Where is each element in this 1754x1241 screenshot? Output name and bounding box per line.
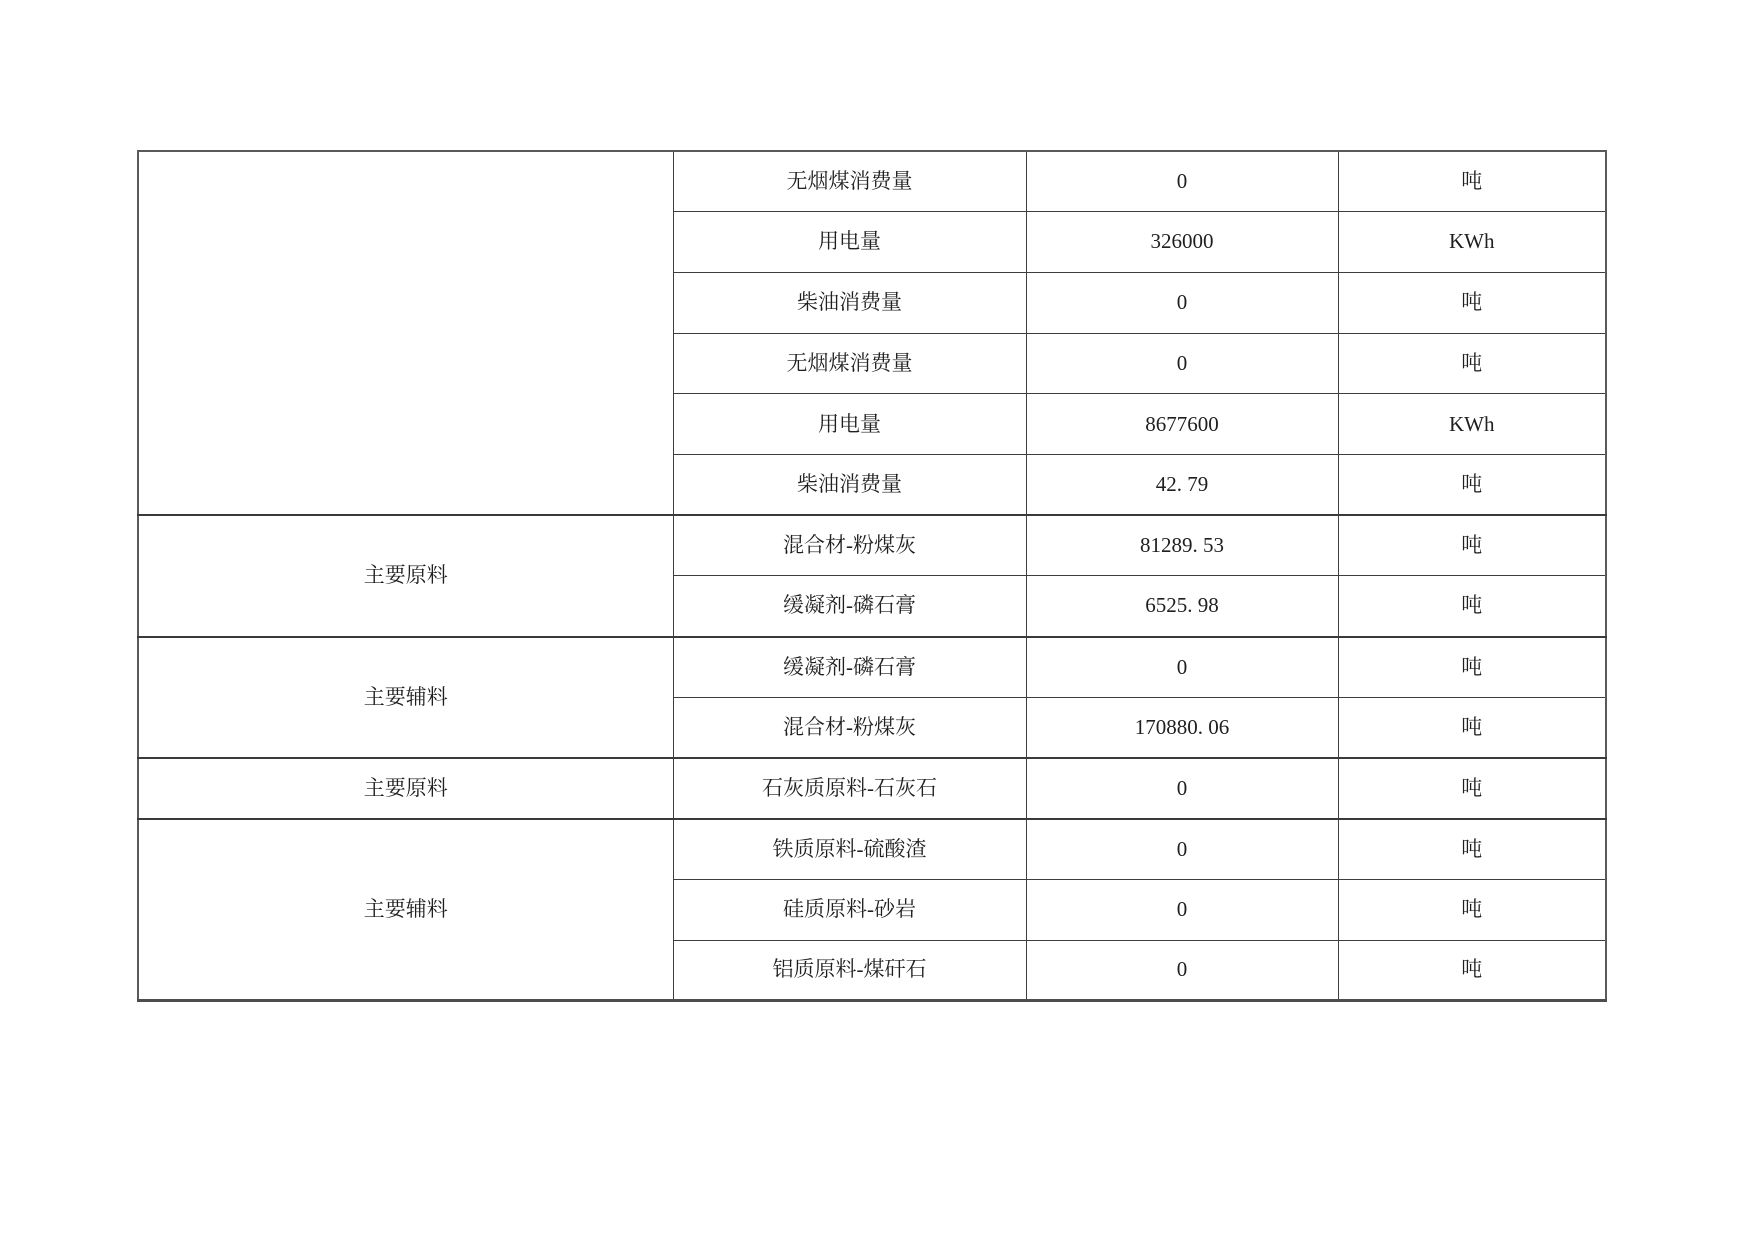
- table-row: [138, 758, 1606, 819]
- item-cell: 铁质原料-硫酸渣: [673, 819, 1026, 880]
- unit-cell: 吨: [1338, 758, 1606, 819]
- unit-cell: 吨: [1338, 819, 1606, 880]
- value-cell: 0: [1026, 272, 1338, 333]
- category-cell: 主要原料: [138, 758, 673, 819]
- consumption-table-body: [138, 151, 1606, 1001]
- value-cell: 8677600: [1026, 394, 1338, 455]
- value-cell: 0: [1026, 819, 1338, 880]
- unit-cell: 吨: [1338, 697, 1606, 758]
- category-cell: 主要辅料: [138, 637, 673, 758]
- table-row: [138, 819, 1606, 880]
- item-cell: 石灰质原料-石灰石: [673, 758, 1026, 819]
- consumption-table: [137, 150, 1607, 1002]
- item-cell: 柴油消费量: [673, 455, 1026, 516]
- value-cell: 0: [1026, 637, 1338, 698]
- table-row: [138, 515, 1606, 576]
- category-cell: [138, 151, 673, 515]
- unit-cell: 吨: [1338, 940, 1606, 1001]
- unit-cell: 吨: [1338, 637, 1606, 698]
- unit-cell: 吨: [1338, 272, 1606, 333]
- value-cell: 326000: [1026, 212, 1338, 273]
- item-cell: 用电量: [673, 212, 1026, 273]
- value-cell: 170880. 06: [1026, 697, 1338, 758]
- category-cell: 主要原料: [138, 515, 673, 636]
- unit-cell: 吨: [1338, 879, 1606, 940]
- value-cell: 0: [1026, 333, 1338, 394]
- value-cell: 0: [1026, 940, 1338, 1001]
- value-cell: 0: [1026, 151, 1338, 212]
- unit-cell: 吨: [1338, 151, 1606, 212]
- item-cell: 铝质原料-煤矸石: [673, 940, 1026, 1001]
- unit-cell: KWh: [1338, 212, 1606, 273]
- item-cell: 用电量: [673, 394, 1026, 455]
- item-cell: 硅质原料-砂岩: [673, 879, 1026, 940]
- item-cell: 无烟煤消费量: [673, 333, 1026, 394]
- table-row: [138, 151, 1606, 212]
- value-cell: 81289. 53: [1026, 515, 1338, 576]
- value-cell: 42. 79: [1026, 455, 1338, 516]
- unit-cell: 吨: [1338, 515, 1606, 576]
- item-cell: 缓凝剂-磷石膏: [673, 637, 1026, 698]
- category-cell: 主要辅料: [138, 819, 673, 1001]
- table-row: [138, 637, 1606, 698]
- value-cell: 0: [1026, 758, 1338, 819]
- value-cell: 6525. 98: [1026, 576, 1338, 637]
- item-cell: 柴油消费量: [673, 272, 1026, 333]
- unit-cell: 吨: [1338, 576, 1606, 637]
- item-cell: 混合材-粉煤灰: [673, 515, 1026, 576]
- item-cell: 缓凝剂-磷石膏: [673, 576, 1026, 637]
- unit-cell: KWh: [1338, 394, 1606, 455]
- item-cell: 无烟煤消费量: [673, 151, 1026, 212]
- unit-cell: 吨: [1338, 455, 1606, 516]
- item-cell: 混合材-粉煤灰: [673, 697, 1026, 758]
- unit-cell: 吨: [1338, 333, 1606, 394]
- value-cell: 0: [1026, 879, 1338, 940]
